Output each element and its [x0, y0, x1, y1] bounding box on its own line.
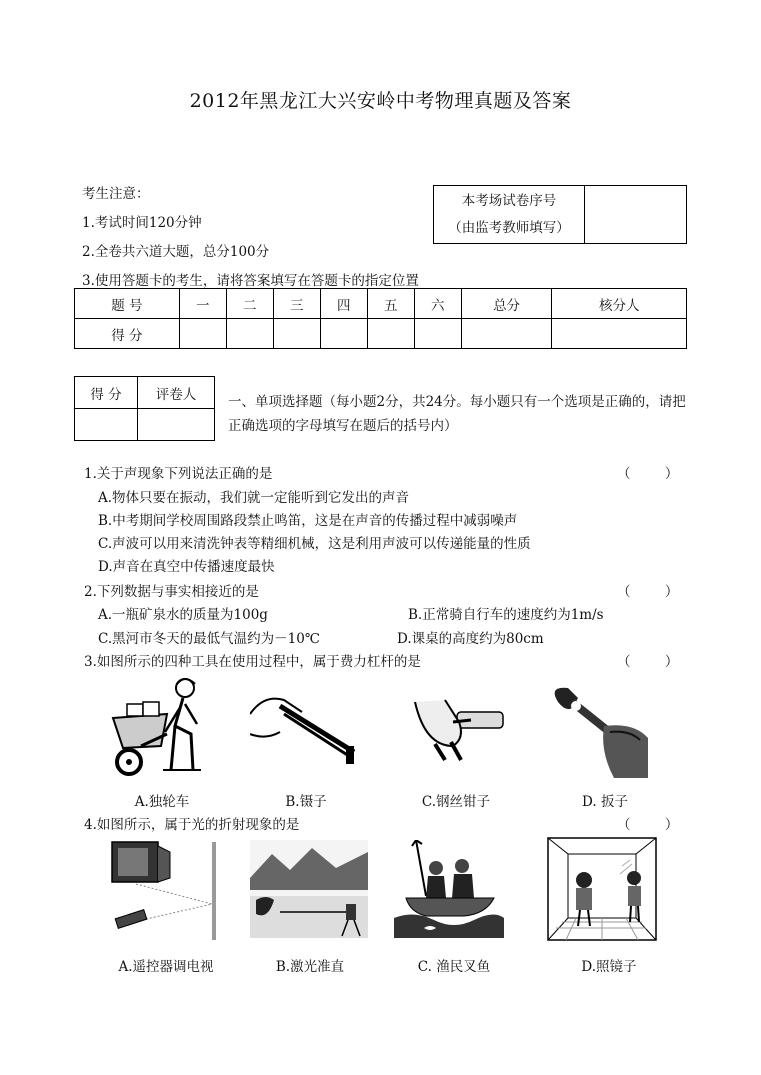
answer-paren[interactable]: （ ） — [617, 466, 679, 482]
score-cell[interactable] — [226, 319, 273, 349]
score-table — [74, 288, 687, 349]
note-item: 2.全卷共六道大题，总分100分 — [82, 244, 270, 260]
score-table-score-row — [75, 319, 687, 349]
seat-label-line1: 本考场试卷序号 — [461, 192, 557, 209]
score-row-label: 得 分 — [75, 319, 180, 349]
question-2-option-d: D.课桌的高度约为80cm — [397, 631, 544, 647]
seat-label-line2: （由监考教师填写） — [448, 219, 570, 236]
q4-caption-b: B.激光准直 — [275, 959, 345, 975]
grader-name-label: 评卷人 — [138, 377, 215, 409]
score-header-cell: 二 — [226, 289, 273, 319]
score-cell[interactable] — [273, 319, 320, 349]
score-header-cell: 题 号 — [75, 289, 180, 319]
score-header-cell: 一 — [179, 289, 226, 319]
score-cell[interactable] — [552, 319, 687, 349]
answer-paren[interactable]: （ ） — [617, 584, 679, 600]
tv-remote-icon — [106, 838, 224, 940]
seat-number-cell[interactable] — [585, 186, 687, 244]
wrench-icon — [544, 682, 654, 780]
score-cell[interactable] — [461, 319, 552, 349]
tweezers-icon — [250, 686, 360, 766]
q3-caption-b: B.镊子 — [285, 794, 327, 810]
score-header-cell: 四 — [320, 289, 367, 319]
score-header-cell: 五 — [367, 289, 414, 319]
score-header-cell: 核分人 — [552, 289, 687, 319]
notes-heading: 考生注意： — [82, 186, 150, 202]
score-cell[interactable] — [367, 319, 414, 349]
page-title: 2012年黑龙江大兴安岭中考物理真题及答案 — [189, 90, 572, 112]
question-1-option-c: C.声波可以用来清洗钟表等精细机械，这是利用声波可以传递能量的性质 — [98, 536, 531, 552]
wheelbarrow-icon — [105, 674, 215, 778]
wire-pliers-icon — [405, 686, 505, 766]
q4-caption-c: C. 渔民叉鱼 — [417, 959, 491, 975]
q4-caption-d: D.照镜子 — [581, 959, 637, 975]
q3-caption-a: A.独轮车 — [134, 794, 190, 810]
question-1-option-d: D.声音在真空中传播速度最快 — [98, 559, 275, 575]
fisherman-spear-icon — [394, 840, 504, 938]
question-2-stem: 2.下列数据与事实相接近的是 — [84, 584, 259, 600]
seat-number-label — [434, 186, 585, 244]
score-cell[interactable] — [179, 319, 226, 349]
grader-box — [74, 376, 215, 441]
score-cell[interactable] — [414, 319, 461, 349]
question-2-option-b: B.正常骑自行车的速度约为1m/s — [408, 607, 604, 623]
question-2-option-c: C.黑河市冬天的最低气温约为－10℃ — [98, 631, 320, 647]
answer-paren[interactable]: （ ） — [617, 817, 679, 833]
q3-caption-c: C.钢丝钳子 — [421, 794, 491, 810]
score-cell[interactable] — [320, 319, 367, 349]
note-item: 1.考试时间120分钟 — [82, 215, 202, 231]
seat-number-box — [433, 185, 687, 244]
grader-score-cell[interactable] — [75, 409, 138, 441]
score-header-cell: 六 — [414, 289, 461, 319]
mirror-reflection-icon — [546, 836, 658, 942]
grader-score-label: 得 分 — [75, 377, 138, 409]
question-1-option-a: A.物体只要在振动，我们就一定能听到它发出的声音 — [98, 490, 410, 506]
q3-caption-d: D. 扳子 — [582, 794, 628, 810]
question-3-stem: 3.如图所示的四种工具在使用过程中，属于费力杠杆的是 — [84, 654, 421, 670]
question-4-stem: 4.如图所示，属于光的折射现象的是 — [84, 817, 300, 833]
answer-paren[interactable]: （ ） — [617, 654, 679, 670]
score-header-cell: 三 — [273, 289, 320, 319]
question-stem-text: 1.关于声现象下列说法正确的是 — [84, 466, 273, 482]
laser-alignment-icon — [250, 840, 368, 938]
note-item: 3.使用答题卡的考生，请将答案填写在答题卡的指定位置 — [82, 273, 419, 289]
q4-caption-a: A.遥控器调电视 — [118, 959, 214, 975]
question-1-stem — [84, 462, 272, 482]
grader-name-cell[interactable] — [138, 409, 215, 441]
score-table-header-row — [75, 289, 687, 319]
exam-notes — [82, 180, 419, 296]
question-1-option-b: B.中考期间学校周围路段禁止鸣笛，这是在声音的传播过程中减弱噪声 — [98, 513, 518, 529]
section-1-heading: 一、单项选择题（每小题2分，共24分。每小题只有一个选项是正确的，请把正确选项的字母填写在题后的括号内） — [228, 394, 686, 434]
score-header-cell: 总分 — [461, 289, 552, 319]
question-2-option-a: A.一瓶矿泉水的质量为100g — [98, 607, 268, 623]
